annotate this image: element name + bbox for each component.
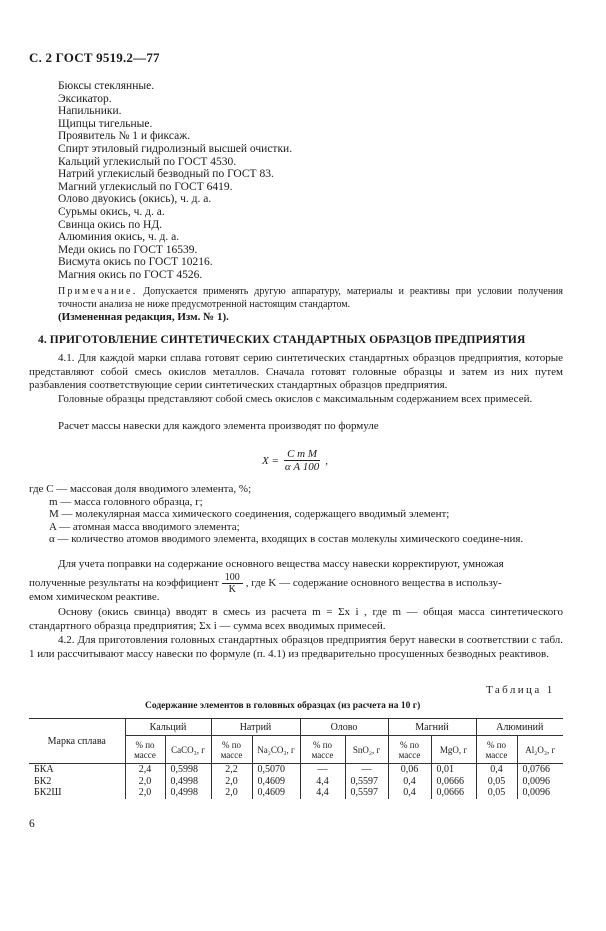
definition: где C — массовая доля вводимого элемента, %; [29, 483, 252, 495]
header-group: Магний [388, 719, 476, 736]
table-row [29, 776, 563, 788]
variable-definitions [29, 483, 563, 546]
coefficient-denominator: K [228, 584, 236, 595]
elements-table [29, 718, 563, 799]
material-item: Щипцы тигельные. [58, 117, 153, 130]
cell-grade: БКА [29, 764, 125, 776]
header-compound: Al₂O₃, г [517, 736, 563, 764]
cell: 0,05 [476, 776, 517, 788]
cell: 0,01 [431, 764, 476, 776]
header-compound: MgO, г [431, 736, 476, 764]
cell: 0,4609 [252, 776, 300, 788]
correction-text-2b: , где K — содержание основного вещества в использу- [245, 576, 502, 589]
formula-denominator: α A 100 [284, 461, 320, 473]
header-pct: % по массе [300, 736, 345, 764]
paragraph-calc-text: Расчет массы навески для каждого элемента производят по формуле [58, 420, 379, 432]
correction-text-1: Для учета поправки на содержание основного вещества массу навески корректируют, умножая [58, 558, 504, 570]
cell: 0,0666 [431, 787, 476, 799]
paragraph-head-samples [29, 393, 563, 407]
paragraph-4-2-text: 4.2. Для приготовления головных стандартных образцов предприятия берут навески в соответствии с табл. 1 или рассчитывают массу навески по формуле (п. 4.1) из предварительно просушенных безводных реактивов. [29, 634, 563, 660]
header-grade: Марка сплава [29, 719, 125, 764]
cell: 0,4 [388, 787, 431, 799]
correction-text-2a: полученные результаты на коэффициент [29, 576, 219, 589]
formula-fraction [282, 448, 322, 473]
header-group: Натрий [211, 719, 300, 736]
material-item: Алюминия окись, ч. д. а. [58, 231, 180, 244]
correction-line-1 [29, 558, 563, 572]
edition-note: (Измененная редакция, Изм. № 1). [58, 311, 229, 323]
formula-numerator: C m M [284, 448, 320, 461]
cell: 2,0 [125, 787, 165, 799]
cell: 0,5998 [165, 764, 211, 776]
material-item: Кальций углекислый по ГОСТ 4530. [58, 155, 237, 168]
coefficient-numerator: 100 [222, 572, 243, 584]
section-title: 4. ПРИГОТОВЛЕНИЕ СИНТЕТИЧЕСКИХ СТАНДАРТНЫХ ОБРАЗЦОВ ПРЕДПРИЯТИЯ [38, 334, 526, 346]
cell: 0,4609 [252, 787, 300, 799]
paragraph-4-1 [29, 352, 563, 393]
cell: 0,4 [476, 764, 517, 776]
cell: 2,2 [211, 764, 252, 776]
note-text: Допускается применять другую аппаратуру, материалы и реактивы при условии получения точности анализа не ниже предусмотренной настоящим стандартом. [58, 286, 564, 310]
cell: 4,4 [300, 787, 345, 799]
material-item: Спирт этиловый гидролизный высшей очистки. [58, 142, 293, 155]
header-pct: % по массе [476, 736, 517, 764]
material-item: Сурьмы окись, ч. д. а. [58, 205, 165, 218]
cell: 4,4 [300, 776, 345, 788]
definition: α — количество атомов вводимого элемента, входящих в состав молекулы химического соедине-ния. [49, 533, 524, 546]
cell: 0,5070 [252, 764, 300, 776]
material-item: Эксикатор. [58, 92, 112, 105]
paragraph-base [29, 606, 563, 633]
material-item: Магний углекислый по ГОСТ 6419. [58, 180, 233, 193]
material-item: Напильники. [58, 105, 122, 118]
header-pct: % по массе [388, 736, 431, 764]
cell: 0,05 [476, 787, 517, 799]
materials-list [58, 80, 292, 282]
header-pct: % по массе [211, 736, 252, 764]
definition: A — атомная масса вводимого элемента; [49, 520, 240, 533]
cell: 0,5597 [345, 787, 388, 799]
cell: 2,0 [211, 776, 252, 788]
material-item: Магния окись по ГОСТ 4526. [58, 268, 203, 281]
cell: 0,5597 [345, 776, 388, 788]
paragraph-head-samples-text: Головные образцы представляют собой смесь окислов с максимальным содержанием всех примесей. [58, 393, 533, 405]
mass-formula [262, 448, 328, 473]
definition: M — молекулярная масса химического соединения, содержащего вводимый элемент; [49, 508, 450, 521]
material-item: Олово двуокись (окись), ч. д. а. [58, 193, 212, 206]
paragraph-4-2 [29, 634, 563, 661]
header-compound: Na₂CO₃, г [252, 736, 300, 764]
header-group: Кальций [125, 719, 211, 736]
header-pct: % по массе [125, 736, 165, 764]
cell: 2,0 [125, 776, 165, 788]
formula-lhs: X = [262, 454, 279, 467]
definition: m — масса головного образца, г; [49, 495, 203, 508]
note [58, 285, 563, 311]
cell: 2,4 [125, 764, 165, 776]
material-item: Проявитель № 1 и фиксаж. [58, 130, 191, 143]
cell: 0,0766 [517, 764, 563, 776]
paragraph-base-text: Основу (окись свинца) вводят в смесь из расчета m = Σx i , где m — общая масса синтетического стандартного образца предприятия; Σx i — сумма всех вводимых примесей. [29, 606, 563, 632]
header-group: Алюминий [476, 719, 563, 736]
table-row [29, 764, 563, 776]
note-label: Примечание. [58, 286, 138, 297]
material-item: Натрий углекислый безводный по ГОСТ 83. [58, 168, 274, 181]
material-item: Висмута окись по ГОСТ 10216. [58, 256, 213, 269]
page-header: С. 2 ГОСТ 9519.2—77 [29, 50, 160, 65]
table-caption: Таблица 1 [486, 684, 555, 696]
correction-line-3: емом химическом реактиве. [29, 591, 160, 603]
material-item: Бюксы стеклянные. [58, 80, 155, 92]
coefficient-fraction [222, 572, 243, 595]
cell: 0,4998 [165, 776, 211, 788]
cell: 2,0 [211, 787, 252, 799]
cell-grade: БК2Ш [29, 787, 125, 799]
cell: 0,4998 [165, 787, 211, 799]
cell-grade: БК2 [29, 776, 125, 788]
cell: 0,06 [388, 764, 431, 776]
cell: 0,0666 [431, 776, 476, 788]
formula-tail: , [325, 454, 328, 467]
cell: 0,0096 [517, 776, 563, 788]
material-item: Меди окись по ГОСТ 16539. [58, 243, 198, 256]
page-number: 6 [29, 818, 35, 830]
cell: 0,0096 [517, 787, 563, 799]
cell: 0,4 [388, 776, 431, 788]
cell: — [345, 764, 388, 776]
paragraph-4-1-text: 4.1. Для каждой марки сплава готовят серию синтетических стандартных образцов предприятия, которые представляют собой смесь окислов металлов. Сначала готовят головные образцы и затем из них путем разбавления соответствующие серии синтетических стандартных образцов предприятия. [29, 352, 563, 391]
header-group: Олово [300, 719, 388, 736]
table-title: Содержание элементов в головных образцах (из расчета на 10 г) [145, 701, 421, 711]
material-item: Свинца окись по НД. [58, 218, 163, 231]
paragraph-calc [29, 420, 563, 434]
header-compound: CaCO₃, г [165, 736, 211, 764]
cell: — [300, 764, 345, 776]
header-compound: SnO₂, г [345, 736, 388, 764]
table-row [29, 787, 563, 799]
